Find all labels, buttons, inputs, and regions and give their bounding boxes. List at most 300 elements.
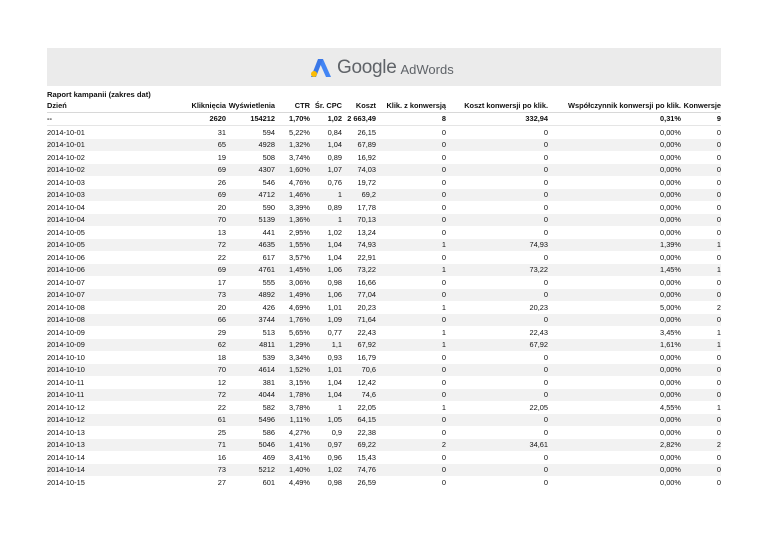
cell-conv-clicks: 1 bbox=[441, 327, 446, 337]
adwords-logo-icon bbox=[311, 59, 331, 77]
summary-row bbox=[47, 112, 721, 126]
cell-conv-rate: 3,45% bbox=[660, 327, 681, 337]
cell-impressions: 5496 bbox=[226, 414, 275, 427]
cell-ctr: 1,76% bbox=[275, 314, 310, 327]
cell-clicks: 61 bbox=[163, 414, 226, 427]
column-header-cost-per-conv: Koszt konwersji po klik. bbox=[446, 99, 548, 112]
cell-avg-cpc: 1,04 bbox=[310, 139, 342, 152]
cell-cost-per-conv: 0 bbox=[543, 227, 548, 237]
cell-conv-clicks: 0 bbox=[441, 227, 446, 237]
cell-avg-cpc: 0,77 bbox=[327, 327, 342, 337]
cell-conv-rate: 0,00% bbox=[660, 152, 681, 162]
cell-conversions: 0 bbox=[681, 164, 721, 177]
cell-conv-rate: 0,00% bbox=[660, 477, 681, 487]
cell-ctr: 1,36% bbox=[275, 214, 310, 227]
cell-conv-rate: 0,00% bbox=[660, 227, 681, 237]
cell-ctr: 3,39% bbox=[289, 202, 310, 212]
cell-conversions: 0 bbox=[681, 139, 721, 152]
cell-impressions: 594 bbox=[262, 127, 275, 137]
cell-date: 2014-10-08 bbox=[47, 314, 163, 327]
cell-conv-rate: 0,00% bbox=[548, 314, 681, 327]
cell-date: 2014-10-03 bbox=[47, 189, 163, 202]
cell-cost-per-conv: 0 bbox=[543, 177, 548, 187]
cell-conv-clicks: 1 bbox=[376, 339, 446, 352]
cell-conversions: 0 bbox=[681, 189, 721, 202]
cell-avg-cpc: 0,89 bbox=[327, 152, 342, 162]
table-body bbox=[47, 112, 721, 489]
cell-conv-rate: 1,39% bbox=[548, 239, 681, 252]
cell-avg-cpc: 1 bbox=[310, 214, 342, 227]
cell-cost-per-conv: 0 bbox=[543, 452, 548, 462]
cell-conv-clicks: 0 bbox=[376, 314, 446, 327]
cell-conversions: 1 bbox=[716, 327, 721, 337]
cell-cost: 71,64 bbox=[342, 314, 376, 327]
cell-conv-clicks: 0 bbox=[441, 152, 446, 162]
cell-ctr: 1,45% bbox=[275, 264, 310, 277]
cell-conversions: 1 bbox=[681, 339, 721, 352]
campaign-report-table bbox=[47, 99, 721, 489]
cell-conv-clicks: 0 bbox=[376, 139, 446, 152]
cell-cost: 69,22 bbox=[342, 439, 376, 452]
cell-date: 2014-10-01 bbox=[47, 127, 85, 137]
cell-conversions: 1 bbox=[681, 264, 721, 277]
cell-clicks: 69 bbox=[163, 264, 226, 277]
cell-conversions: 0 bbox=[716, 427, 721, 437]
cell-conv-clicks: 0 bbox=[376, 289, 446, 302]
cell-conversions: 0 bbox=[716, 252, 721, 262]
column-header-avg-cpc: Śr. CPC bbox=[310, 99, 342, 112]
cell-ctr: 5,65% bbox=[289, 327, 310, 337]
cell-cost: 22,91 bbox=[357, 252, 376, 262]
cell-conversions: 0 bbox=[716, 377, 721, 387]
cell-avg-cpc: 1,04 bbox=[327, 252, 342, 262]
cell-conv-rate: 0,00% bbox=[660, 427, 681, 437]
cell-date: 2014-10-13 bbox=[47, 427, 85, 437]
column-header-cost: Koszt bbox=[342, 99, 376, 112]
cell-cost: 13,24 bbox=[357, 227, 376, 237]
cell-cost: 16,66 bbox=[357, 277, 376, 287]
cell-impressions: 4614 bbox=[226, 364, 275, 377]
cell-conv-clicks: 0 bbox=[376, 364, 446, 377]
cell-impressions: 5139 bbox=[226, 214, 275, 227]
cell-ctr: 3,15% bbox=[289, 377, 310, 387]
cell-clicks: 27 bbox=[217, 477, 226, 487]
cell-cost-per-conv: 0 bbox=[543, 377, 548, 387]
cell-ctr: 1,29% bbox=[275, 339, 310, 352]
cell-ctr: 3,34% bbox=[289, 352, 310, 362]
cell-cost: 74,76 bbox=[342, 464, 376, 477]
cell-avg-cpc: 1,04 bbox=[327, 377, 342, 387]
cell-conversions: 0 bbox=[716, 177, 721, 187]
cell-impressions: 555 bbox=[262, 277, 275, 287]
cell-cost-per-conv: 20,23 bbox=[529, 302, 548, 312]
cell-date: 2014-10-04 bbox=[47, 214, 163, 227]
cell-cost: 12,42 bbox=[357, 377, 376, 387]
cell-cost: 77,04 bbox=[342, 289, 376, 302]
cell-cost: 26,15 bbox=[357, 127, 376, 137]
cell-conversions: 0 bbox=[716, 352, 721, 362]
cell-avg-cpc: 1,02 bbox=[310, 112, 342, 126]
cell-conv-clicks: 0 bbox=[441, 377, 446, 387]
cell-clicks: 62 bbox=[163, 339, 226, 352]
cell-clicks: 72 bbox=[163, 239, 226, 252]
cell-impressions: 4761 bbox=[226, 264, 275, 277]
cell-impressions: 4811 bbox=[226, 339, 275, 352]
cell-date: 2014-10-01 bbox=[47, 139, 163, 152]
cell-avg-cpc: 0,89 bbox=[327, 202, 342, 212]
cell-avg-cpc: 1,04 bbox=[310, 389, 342, 402]
cell-conversions: 9 bbox=[681, 112, 721, 126]
cell-impressions: 4892 bbox=[226, 289, 275, 302]
cell-conv-clicks: 2 bbox=[376, 439, 446, 452]
cell-conv-rate: 0,00% bbox=[660, 452, 681, 462]
cell-conversions: 0 bbox=[681, 214, 721, 227]
cell-conv-clicks: 1 bbox=[441, 302, 446, 312]
cell-cost: 22,05 bbox=[357, 402, 376, 412]
cell-cost-per-conv: 0 bbox=[446, 414, 548, 427]
cell-ctr: 3,57% bbox=[289, 252, 310, 262]
cell-conv-clicks: 0 bbox=[441, 477, 446, 487]
cell-impressions: 586 bbox=[262, 427, 275, 437]
cell-clicks: 69 bbox=[163, 164, 226, 177]
cell-cost: 16,79 bbox=[357, 352, 376, 362]
cell-impressions: 601 bbox=[262, 477, 275, 487]
cell-conv-rate: 0,00% bbox=[660, 352, 681, 362]
cell-impressions: 441 bbox=[262, 227, 275, 237]
table-row bbox=[47, 464, 721, 477]
cell-avg-cpc: 1,01 bbox=[310, 364, 342, 377]
cell-conv-clicks: 0 bbox=[441, 252, 446, 262]
cell-conversions: 0 bbox=[716, 152, 721, 162]
logo-google-text: Google bbox=[337, 57, 397, 78]
cell-cost: 16,92 bbox=[357, 152, 376, 162]
cell-avg-cpc: 0,93 bbox=[327, 352, 342, 362]
cell-conv-rate: 2,82% bbox=[548, 439, 681, 452]
cell-conv-clicks: 8 bbox=[376, 112, 446, 126]
table-header-row bbox=[47, 99, 721, 112]
cell-date: 2014-10-11 bbox=[47, 377, 85, 387]
cell-impressions: 381 bbox=[262, 377, 275, 387]
cell-conv-clicks: 0 bbox=[441, 177, 446, 187]
cell-cost: 20,23 bbox=[357, 302, 376, 312]
cell-clicks: 19 bbox=[217, 152, 226, 162]
table-row bbox=[47, 164, 721, 177]
cell-cost-per-conv: 22,43 bbox=[529, 327, 548, 337]
cell-cost: 19,72 bbox=[357, 177, 376, 187]
cell-cost-per-conv: 0 bbox=[543, 127, 548, 137]
cell-impressions: 3744 bbox=[226, 314, 275, 327]
cell-conv-rate: 0,00% bbox=[548, 164, 681, 177]
cell-cost: 70,13 bbox=[342, 214, 376, 227]
cell-cost-per-conv: 67,92 bbox=[446, 339, 548, 352]
cell-impressions: 590 bbox=[262, 202, 275, 212]
cell-ctr: 1,11% bbox=[275, 414, 310, 427]
cell-clicks: 13 bbox=[217, 227, 226, 237]
table-row bbox=[47, 339, 721, 352]
cell-conv-rate: 0,00% bbox=[548, 289, 681, 302]
cell-clicks: 22 bbox=[217, 252, 226, 262]
table-row bbox=[47, 476, 721, 489]
cell-conv-rate: 0,00% bbox=[660, 377, 681, 387]
cell-avg-cpc: 0,98 bbox=[327, 477, 342, 487]
cell-ctr: 1,32% bbox=[275, 139, 310, 152]
table-row bbox=[47, 401, 721, 414]
table-row bbox=[47, 289, 721, 302]
cell-impressions: 582 bbox=[262, 402, 275, 412]
cell-date: 2014-10-14 bbox=[47, 452, 85, 462]
report-title: Raport kampanii (zakres dat) bbox=[47, 90, 151, 99]
cell-avg-cpc: 0,98 bbox=[327, 277, 342, 287]
table-row bbox=[47, 451, 721, 464]
table-row bbox=[47, 426, 721, 439]
cell-cost-per-conv: 0 bbox=[446, 314, 548, 327]
cell-conv-clicks: 0 bbox=[376, 189, 446, 202]
cell-date: 2014-10-15 bbox=[47, 477, 85, 487]
cell-date: 2014-10-10 bbox=[47, 364, 163, 377]
cell-ctr: 3,78% bbox=[289, 402, 310, 412]
cell-clicks: 2620 bbox=[163, 112, 226, 126]
cell-conv-clicks: 1 bbox=[376, 264, 446, 277]
table-row bbox=[47, 176, 721, 189]
cell-date: -- bbox=[47, 112, 163, 126]
cell-avg-cpc: 1,05 bbox=[310, 414, 342, 427]
cell-ctr: 4,76% bbox=[289, 177, 310, 187]
cell-conv-rate: 0,00% bbox=[660, 177, 681, 187]
cell-cost-per-conv: 0 bbox=[446, 139, 548, 152]
cell-clicks: 66 bbox=[163, 314, 226, 327]
column-header-clicks: Kliknięcia bbox=[163, 99, 226, 112]
cell-clicks: 73 bbox=[163, 464, 226, 477]
cell-clicks: 26 bbox=[217, 177, 226, 187]
cell-impressions: 4928 bbox=[226, 139, 275, 152]
cell-date: 2014-10-02 bbox=[47, 152, 85, 162]
cell-cost: 22,43 bbox=[357, 327, 376, 337]
cell-conv-clicks: 0 bbox=[376, 214, 446, 227]
cell-cost: 74,93 bbox=[342, 239, 376, 252]
cell-conv-clicks: 0 bbox=[441, 202, 446, 212]
cell-date: 2014-10-07 bbox=[47, 277, 85, 287]
cell-conversions: 0 bbox=[681, 414, 721, 427]
column-header-conv-clicks: Klik. z konwersją bbox=[376, 99, 446, 112]
cell-cost: 22,38 bbox=[357, 427, 376, 437]
cell-conversions: 2 bbox=[681, 439, 721, 452]
cell-ctr: 4,27% bbox=[289, 427, 310, 437]
cell-avg-cpc: 1,06 bbox=[310, 264, 342, 277]
cell-conv-clicks: 0 bbox=[376, 464, 446, 477]
cell-conv-rate: 0,00% bbox=[548, 364, 681, 377]
cell-impressions: 4044 bbox=[226, 389, 275, 402]
cell-conversions: 1 bbox=[681, 239, 721, 252]
cell-conv-rate: 0,31% bbox=[548, 112, 681, 126]
cell-ctr: 3,74% bbox=[289, 152, 310, 162]
table-row bbox=[47, 314, 721, 327]
table-row bbox=[47, 189, 721, 202]
cell-conversions: 0 bbox=[681, 364, 721, 377]
cell-avg-cpc: 0,9 bbox=[331, 427, 342, 437]
cell-conv-clicks: 1 bbox=[441, 402, 446, 412]
cell-cost-per-conv: 0 bbox=[543, 277, 548, 287]
cell-ctr: 1,55% bbox=[275, 239, 310, 252]
cell-conversions: 1 bbox=[716, 402, 721, 412]
cell-conv-rate: 1,61% bbox=[548, 339, 681, 352]
cell-cost: 17,78 bbox=[357, 202, 376, 212]
cell-clicks: 25 bbox=[217, 427, 226, 437]
cell-conv-clicks: 0 bbox=[441, 127, 446, 137]
cell-impressions: 508 bbox=[262, 152, 275, 162]
cell-avg-cpc: 1,04 bbox=[310, 239, 342, 252]
cell-ctr: 1,78% bbox=[275, 389, 310, 402]
cell-cost-per-conv: 34,61 bbox=[446, 439, 548, 452]
cell-date: 2014-10-03 bbox=[47, 177, 85, 187]
cell-conv-clicks: 0 bbox=[441, 352, 446, 362]
cell-date: 2014-10-04 bbox=[47, 202, 85, 212]
cell-cost: 2 663,49 bbox=[342, 112, 376, 126]
cell-clicks: 17 bbox=[217, 277, 226, 287]
cell-cost-per-conv: 0 bbox=[543, 427, 548, 437]
column-header-conv-rate: Współczynnik konwersji po klik. bbox=[548, 99, 681, 112]
table-row bbox=[47, 239, 721, 252]
cell-avg-cpc: 0,84 bbox=[327, 127, 342, 137]
cell-impressions: 5046 bbox=[226, 439, 275, 452]
cell-clicks: 70 bbox=[163, 214, 226, 227]
cell-clicks: 20 bbox=[217, 202, 226, 212]
cell-cost-per-conv: 0 bbox=[446, 464, 548, 477]
table-row bbox=[47, 151, 721, 164]
table-row bbox=[47, 439, 721, 452]
cell-impressions: 4635 bbox=[226, 239, 275, 252]
cell-date: 2014-10-08 bbox=[47, 302, 85, 312]
cell-conv-clicks: 0 bbox=[441, 277, 446, 287]
cell-cost: 15,43 bbox=[357, 452, 376, 462]
table-row bbox=[47, 251, 721, 264]
cell-cost-per-conv: 332,94 bbox=[446, 112, 548, 126]
cell-impressions: 469 bbox=[262, 452, 275, 462]
cell-date: 2014-10-12 bbox=[47, 414, 163, 427]
cell-cost-per-conv: 0 bbox=[543, 152, 548, 162]
cell-date: 2014-10-09 bbox=[47, 339, 163, 352]
cell-date: 2014-10-14 bbox=[47, 464, 163, 477]
cell-conversions: 0 bbox=[681, 389, 721, 402]
cell-avg-cpc: 1,02 bbox=[310, 464, 342, 477]
cell-cost-per-conv: 74,93 bbox=[446, 239, 548, 252]
cell-cost-per-conv: 73,22 bbox=[446, 264, 548, 277]
cell-date: 2014-10-13 bbox=[47, 439, 163, 452]
cell-cost: 70,6 bbox=[342, 364, 376, 377]
cell-date: 2014-10-09 bbox=[47, 327, 85, 337]
cell-conv-rate: 0,00% bbox=[548, 389, 681, 402]
cell-conversions: 0 bbox=[716, 227, 721, 237]
table-row bbox=[47, 364, 721, 377]
cell-conversions: 0 bbox=[716, 202, 721, 212]
google-adwords-logo bbox=[311, 58, 454, 78]
cell-ctr: 3,41% bbox=[289, 452, 310, 462]
cell-ctr: 1,52% bbox=[275, 364, 310, 377]
cell-date: 2014-10-11 bbox=[47, 389, 163, 402]
cell-clicks: 16 bbox=[217, 452, 226, 462]
cell-clicks: 65 bbox=[163, 139, 226, 152]
cell-avg-cpc: 1,06 bbox=[310, 289, 342, 302]
cell-conv-clicks: 0 bbox=[376, 414, 446, 427]
cell-avg-cpc: 0,76 bbox=[327, 177, 342, 187]
cell-conversions: 0 bbox=[681, 314, 721, 327]
table-row bbox=[47, 139, 721, 152]
cell-ctr: 5,22% bbox=[289, 127, 310, 137]
table-row bbox=[47, 376, 721, 389]
cell-conversions: 2 bbox=[716, 302, 721, 312]
cell-cost: 26,59 bbox=[357, 477, 376, 487]
table-row bbox=[47, 351, 721, 364]
cell-avg-cpc: 1,02 bbox=[327, 227, 342, 237]
table-row bbox=[47, 126, 721, 139]
cell-cost-per-conv: 0 bbox=[446, 164, 548, 177]
cell-ctr: 4,49% bbox=[289, 477, 310, 487]
cell-conversions: 0 bbox=[681, 464, 721, 477]
cell-date: 2014-10-05 bbox=[47, 227, 85, 237]
table-row bbox=[47, 226, 721, 239]
cell-avg-cpc: 1,07 bbox=[310, 164, 342, 177]
cell-avg-cpc: 1,01 bbox=[327, 302, 342, 312]
cell-ctr: 4,69% bbox=[289, 302, 310, 312]
cell-impressions: 546 bbox=[262, 177, 275, 187]
cell-impressions: 4307 bbox=[226, 164, 275, 177]
cell-impressions: 513 bbox=[262, 327, 275, 337]
cell-cost-per-conv: 0 bbox=[446, 364, 548, 377]
cell-cost: 74,6 bbox=[342, 389, 376, 402]
cell-cost-per-conv: 0 bbox=[543, 252, 548, 262]
cell-conv-rate: 0,00% bbox=[548, 464, 681, 477]
cell-clicks: 70 bbox=[163, 364, 226, 377]
cell-cost-per-conv: 0 bbox=[543, 352, 548, 362]
cell-date: 2014-10-10 bbox=[47, 352, 85, 362]
cell-ctr: 1,60% bbox=[275, 164, 310, 177]
table-row bbox=[47, 326, 721, 339]
table-row bbox=[47, 214, 721, 227]
cell-ctr: 1,49% bbox=[275, 289, 310, 302]
cell-clicks: 69 bbox=[163, 189, 226, 202]
cell-clicks: 12 bbox=[217, 377, 226, 387]
cell-ctr: 1,70% bbox=[275, 112, 310, 126]
cell-conv-rate: 4,55% bbox=[660, 402, 681, 412]
table-row bbox=[47, 264, 721, 277]
cell-date: 2014-10-06 bbox=[47, 252, 85, 262]
cell-ctr: 1,40% bbox=[275, 464, 310, 477]
cell-avg-cpc: 0,97 bbox=[310, 439, 342, 452]
table-row bbox=[47, 389, 721, 402]
cell-cost: 67,89 bbox=[342, 139, 376, 152]
cell-date: 2014-10-02 bbox=[47, 164, 163, 177]
cell-conv-clicks: 1 bbox=[376, 239, 446, 252]
cell-avg-cpc: 1,1 bbox=[310, 339, 342, 352]
cell-conv-rate: 0,00% bbox=[660, 277, 681, 287]
cell-clicks: 18 bbox=[217, 352, 226, 362]
cell-conv-rate: 0,00% bbox=[548, 139, 681, 152]
cell-conv-rate: 1,45% bbox=[548, 264, 681, 277]
cell-conv-clicks: 0 bbox=[441, 427, 446, 437]
cell-conv-rate: 5,00% bbox=[660, 302, 681, 312]
cell-conv-rate: 0,00% bbox=[548, 214, 681, 227]
cell-cost: 73,22 bbox=[342, 264, 376, 277]
cell-conversions: 0 bbox=[716, 127, 721, 137]
cell-cost-per-conv: 22,05 bbox=[529, 402, 548, 412]
cell-date: 2014-10-07 bbox=[47, 289, 163, 302]
table-row bbox=[47, 414, 721, 427]
cell-conv-rate: 0,00% bbox=[548, 189, 681, 202]
cell-conv-rate: 0,00% bbox=[660, 202, 681, 212]
cell-cost: 67,92 bbox=[342, 339, 376, 352]
cell-cost: 69,2 bbox=[342, 189, 376, 202]
cell-cost-per-conv: 0 bbox=[543, 202, 548, 212]
cell-clicks: 20 bbox=[217, 302, 226, 312]
